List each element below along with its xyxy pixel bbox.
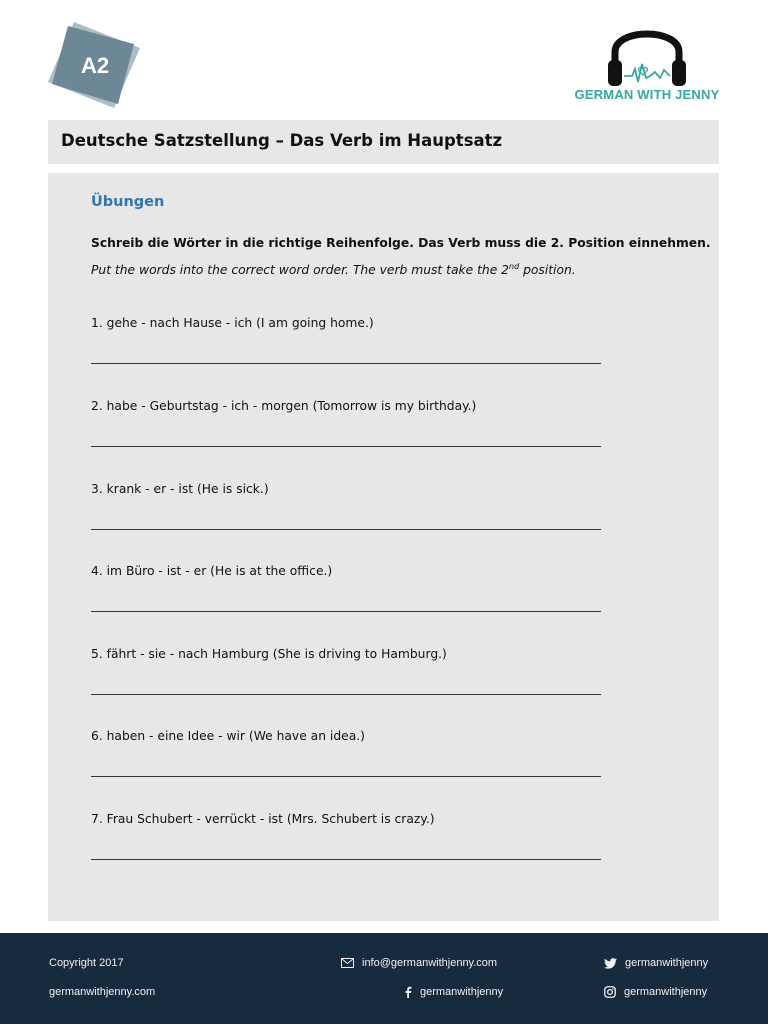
- footer-twitter[interactable]: [604, 957, 708, 969]
- exercise-prompt: 7. Frau Schubert - verrückt - ist (Mrs. Schubert is crazy.): [91, 812, 435, 826]
- section-heading: Übungen: [91, 194, 165, 210]
- envelope-icon: [341, 958, 354, 968]
- exercise-item: [91, 316, 611, 330]
- exercise-prompt: 4. im Büro - ist - er (He is at the office.): [91, 564, 333, 578]
- exercise-prompt: 2. habe - Geburtstag - ich - morgen (Tomorrow is my birthday.): [91, 399, 477, 413]
- exercise-item: [91, 647, 611, 661]
- footer-copyright: [49, 957, 124, 969]
- footer-facebook[interactable]: [404, 986, 503, 998]
- answer-line[interactable]: [91, 776, 601, 777]
- exercise-item: [91, 482, 611, 496]
- copyright-text: Copyright 2017: [49, 957, 124, 969]
- answer-line[interactable]: [91, 363, 601, 364]
- instruction-english-text: Put the words into the correct word order. The verb must take the 2: [91, 263, 510, 278]
- exercise-prompt: 5. fährt - sie - nach Hamburg (She is driving to Hamburg.): [91, 647, 447, 661]
- instruction-german: Schreib die Wörter in die richtige Reihenfolge. Das Verb muss die 2. Position einnehmen.: [91, 236, 711, 250]
- footer-website[interactable]: [49, 986, 155, 998]
- website-link[interactable]: germanwithjenny.com: [49, 986, 156, 998]
- title-bar: [48, 120, 719, 164]
- exercise-prompt: 3. krank - er - ist (He is sick.): [91, 482, 269, 496]
- twitter-icon: [604, 958, 617, 969]
- answer-line[interactable]: [91, 611, 601, 612]
- answer-line[interactable]: [91, 529, 601, 530]
- facebook-link[interactable]: germanwithjenny: [420, 986, 504, 998]
- brand-logo: [572, 14, 722, 106]
- twitter-link[interactable]: germanwithjenny: [625, 957, 709, 969]
- instagram-link[interactable]: germanwithjenny: [624, 986, 708, 998]
- footer-instagram[interactable]: [604, 986, 707, 998]
- answer-line[interactable]: [91, 446, 601, 447]
- instagram-icon: [604, 986, 616, 998]
- footer-email[interactable]: [341, 957, 497, 969]
- exercise-item: [91, 564, 611, 578]
- headphones-heartbeat-icon: [572, 14, 722, 86]
- facebook-icon: [404, 986, 412, 998]
- exercise-item: [91, 812, 611, 826]
- exercise-prompt: 1. gehe - nach Hause - ich (I am going home.): [91, 316, 374, 330]
- instruction-english-ordinal: nd: [509, 262, 520, 271]
- level-badge-label: A2: [80, 53, 110, 78]
- answer-line[interactable]: [91, 859, 601, 860]
- email-link[interactable]: info@germanwithjenny.com: [362, 957, 498, 969]
- level-badge: [48, 18, 144, 110]
- level-badge-graphic: [48, 18, 144, 110]
- exercise-item: [91, 399, 611, 413]
- exercise-panel: [48, 173, 719, 921]
- exercise-prompt: 6. haben - eine Idee - wir (We have an idea.): [91, 729, 365, 743]
- brand-name: GERMAN WITH JENNY: [574, 87, 720, 102]
- instruction-english: [91, 262, 576, 277]
- exercise-item: [91, 729, 611, 743]
- instruction-english-end: position.: [519, 263, 576, 278]
- answer-line[interactable]: [91, 694, 601, 695]
- page-title: Deutsche Satzstellung – Das Verb im Hauptsatz: [61, 131, 503, 150]
- footer: [0, 933, 768, 1024]
